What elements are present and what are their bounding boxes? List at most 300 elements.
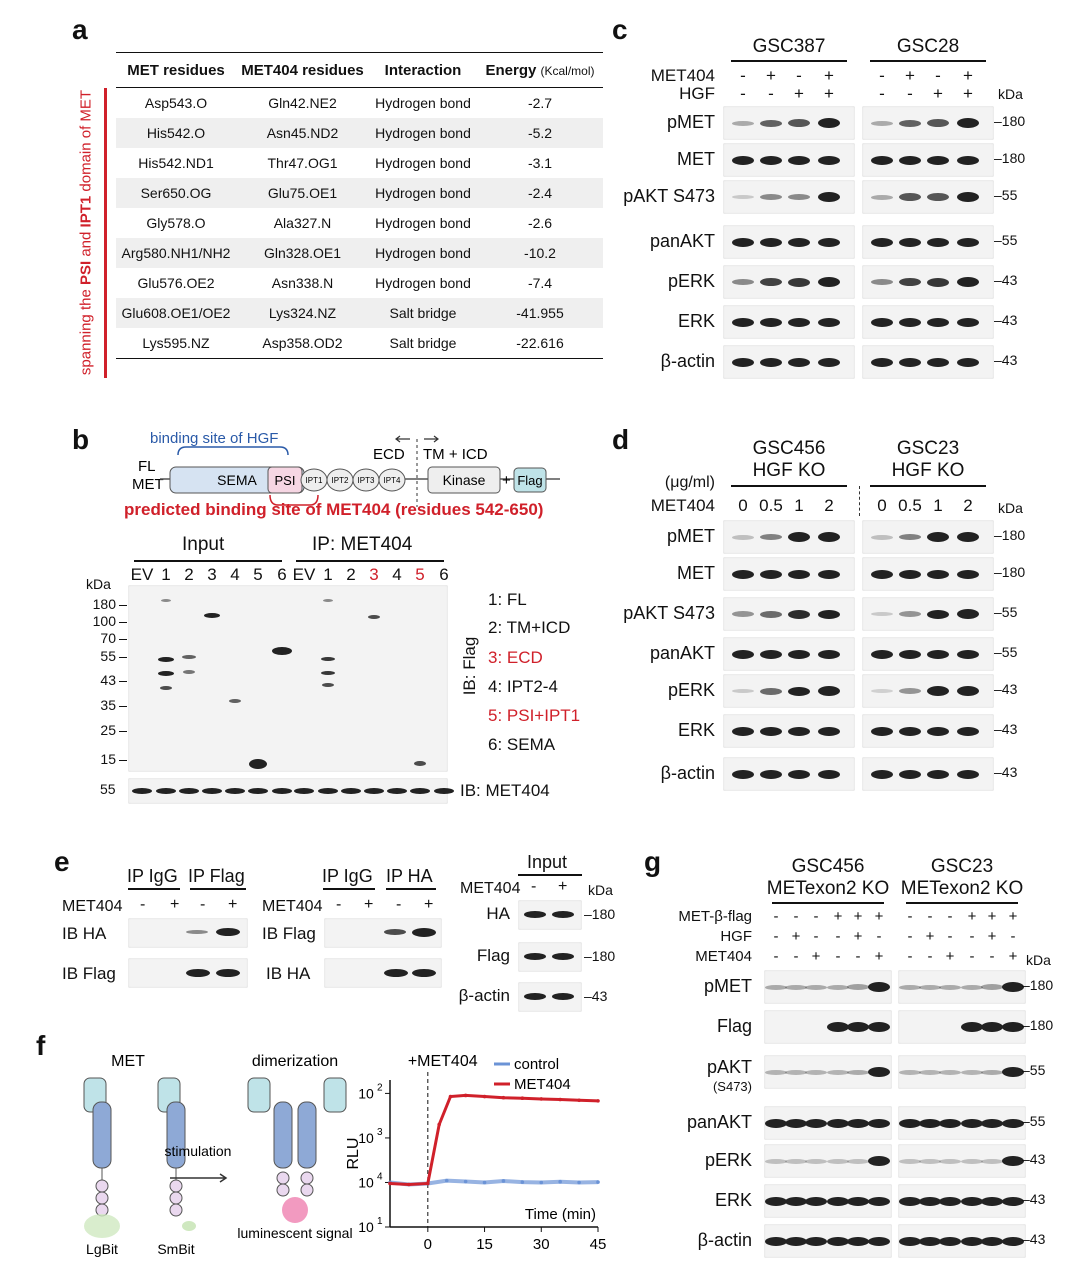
group-subtitle: HGF KO	[752, 460, 826, 481]
western-band	[321, 671, 335, 675]
blot-row-sublabel: (S473)	[712, 1079, 752, 1094]
western-band	[981, 1022, 1003, 1032]
western-band	[847, 1119, 869, 1128]
western-band	[818, 610, 840, 619]
blot-strip	[723, 143, 855, 177]
table-cell: Lys595.NZ	[142, 335, 210, 351]
western-band	[868, 1067, 890, 1077]
data-point	[388, 1182, 392, 1186]
panel-label-a: a	[72, 14, 88, 45]
western-band	[805, 1159, 827, 1164]
western-band	[732, 570, 754, 579]
data-point	[407, 1183, 411, 1187]
mw-marker	[994, 564, 1025, 580]
western-band	[1002, 1119, 1024, 1128]
treatment-sign: -	[768, 84, 774, 103]
ecd-label: ECD	[373, 446, 405, 463]
western-band	[785, 1197, 807, 1206]
table-cell: Hydrogen bond	[369, 118, 477, 148]
western-band	[957, 318, 979, 327]
table-cell: Asp543.O	[144, 95, 208, 111]
western-band	[899, 1159, 921, 1164]
mw-dash: –	[1022, 1017, 1030, 1033]
mw-dash: –	[1022, 1113, 1030, 1129]
col-interaction: Interaction	[369, 53, 477, 88]
treatment-sign: +	[794, 84, 804, 103]
blot-strip	[898, 1106, 1026, 1140]
western-band	[760, 534, 782, 540]
treatment-sign: +	[933, 84, 943, 103]
western-band	[384, 969, 408, 977]
svg-text:IPT1: IPT1	[305, 476, 323, 485]
blot-row-label: pMET	[703, 976, 752, 996]
western-band	[182, 655, 196, 659]
mw-tick	[119, 622, 127, 623]
mw-marker	[994, 527, 1025, 543]
mw-marker	[994, 352, 1017, 368]
western-band	[216, 969, 240, 977]
mw-marker: 180	[92, 596, 116, 612]
blot-row-label: β-actin	[458, 986, 510, 1005]
mw-tick	[119, 760, 127, 761]
data-point	[483, 1095, 487, 1099]
table-cell: Glu576.OE2	[137, 275, 215, 291]
table-row	[116, 208, 603, 238]
blot-strip	[518, 982, 582, 1012]
western-band	[899, 611, 921, 617]
western-band	[765, 1070, 787, 1075]
western-band	[805, 1237, 827, 1246]
table-cell: Gly578.O	[146, 215, 206, 231]
table-cell: His542.O	[116, 118, 236, 148]
western-band	[524, 993, 546, 1000]
western-band	[871, 570, 893, 579]
treatment-sign: -	[907, 908, 913, 925]
western-band	[927, 727, 949, 736]
mw-value: 55	[1001, 644, 1018, 660]
data-point	[437, 1123, 441, 1127]
treatment-sign: -	[740, 66, 746, 85]
legend-control: control	[514, 1056, 560, 1073]
western-band	[132, 788, 152, 794]
mw-marker	[1022, 1113, 1045, 1129]
table-cell: Hydrogen bond	[375, 155, 471, 171]
mw-marker	[1022, 1151, 1045, 1167]
western-band	[899, 238, 921, 247]
dose-value: 0.5	[898, 496, 922, 515]
western-band	[827, 1159, 849, 1164]
mw-marker	[994, 604, 1017, 620]
group-title: GSC456	[752, 438, 826, 459]
mw-marker	[994, 187, 1017, 203]
western-band	[818, 238, 840, 247]
western-band	[1002, 982, 1024, 992]
western-band	[919, 1119, 941, 1128]
treatment-sign: +	[824, 84, 834, 103]
western-band	[760, 318, 782, 327]
mw-value: 180	[591, 948, 616, 964]
data-point	[449, 1095, 453, 1099]
blot-strip	[862, 106, 994, 140]
western-band	[160, 686, 172, 690]
western-band	[412, 969, 436, 977]
treatment-sign: +	[987, 908, 997, 925]
western-band	[847, 1197, 869, 1206]
western-band	[805, 1119, 827, 1128]
blot-strip	[862, 714, 994, 748]
y-tick-exponent: 1	[377, 1216, 383, 1227]
mw-marker	[994, 644, 1017, 660]
western-band	[899, 688, 921, 694]
svg-text:PSI: PSI	[274, 473, 296, 488]
western-band	[785, 1237, 807, 1246]
data-point	[464, 1180, 468, 1184]
x-axis-label: Time (min)	[524, 1206, 596, 1223]
x-tick-label: 15	[476, 1236, 493, 1253]
table-cell: -5.2	[477, 118, 603, 148]
blot-strip	[862, 520, 994, 554]
western-band	[957, 156, 979, 165]
blot-strip	[764, 1106, 892, 1140]
western-band	[847, 1237, 869, 1246]
western-band	[384, 929, 406, 935]
western-band	[760, 194, 782, 200]
data-point	[577, 1099, 581, 1103]
treatment-label: MET-β-flag	[678, 908, 752, 925]
western-band	[871, 238, 893, 247]
western-band	[158, 671, 174, 676]
blot-row-label: pMET	[666, 112, 715, 132]
western-band	[827, 1022, 849, 1032]
mw-marker: –180	[584, 906, 616, 922]
hgf-bracket	[178, 447, 288, 455]
western-band	[186, 969, 210, 977]
treatment-sign: -	[969, 948, 975, 965]
western-band	[899, 985, 921, 990]
table-cell: Hydrogen bond	[369, 178, 477, 208]
blot-row-label: pERK	[704, 1150, 752, 1170]
data-point	[426, 1182, 430, 1186]
western-band	[899, 358, 921, 367]
western-band	[957, 570, 979, 579]
blot-strip	[764, 1010, 892, 1044]
table-cell: His542.ND1	[138, 155, 214, 171]
western-band	[939, 1119, 961, 1128]
mw-marker	[1022, 1191, 1045, 1207]
western-band	[760, 611, 782, 618]
western-band	[961, 1159, 983, 1164]
treatment-sign: -	[200, 896, 206, 913]
treatment-sign: -	[796, 66, 802, 85]
table-cell: -41.955	[477, 298, 603, 328]
western-band	[961, 1119, 983, 1128]
met404-blot	[128, 778, 448, 804]
treatment-sign: -	[907, 928, 913, 945]
western-band	[868, 1119, 890, 1128]
western-band	[760, 727, 782, 736]
treatment-sign: +	[905, 66, 915, 85]
luminescent-label: luminescent signal	[237, 1225, 353, 1241]
blot-strip	[862, 143, 994, 177]
western-band	[818, 570, 840, 579]
western-band	[818, 358, 840, 367]
blot-strip	[723, 637, 855, 671]
western-band	[524, 953, 546, 960]
y-tick-exponent: 2	[377, 1082, 383, 1094]
table-row	[116, 298, 603, 328]
treatment-sign: -	[927, 948, 933, 965]
treatment-sign: +	[824, 66, 834, 85]
western-band	[871, 689, 893, 693]
western-band	[871, 535, 893, 540]
group-subtitle: HGF KO	[891, 460, 965, 481]
mw-marker: 43	[100, 672, 116, 688]
western-band	[248, 788, 268, 794]
mw-value: 180	[1001, 113, 1026, 129]
flag-blot	[128, 585, 448, 772]
lane-label: 6	[439, 565, 449, 584]
western-band	[927, 686, 949, 696]
treatment-label: MET404	[262, 898, 323, 915]
svg-text:Kinase: Kinase	[442, 472, 486, 488]
lane-label: 2	[184, 565, 194, 584]
y-tick-label: 10	[358, 1219, 374, 1235]
blot-strip	[898, 1055, 1026, 1089]
blot-strip	[723, 305, 855, 339]
panel-label-f: f	[36, 1030, 46, 1061]
lgbit-icon	[84, 1214, 120, 1238]
kinase-bead-icon	[277, 1172, 289, 1184]
western-band	[788, 156, 810, 165]
western-band	[818, 532, 840, 542]
y-tick-label: 10	[358, 1129, 374, 1146]
dose-value: 2	[824, 496, 834, 515]
table-cell: Gln328.OE1	[236, 238, 369, 268]
mw-value: 180	[1001, 150, 1026, 166]
western-band	[760, 358, 782, 367]
mw-value: 43	[1001, 681, 1018, 697]
western-band	[410, 788, 430, 794]
western-band	[871, 358, 893, 367]
data-point	[483, 1181, 487, 1185]
table-cell: -10.2	[477, 238, 603, 268]
western-band	[847, 1022, 869, 1032]
blot-strip	[764, 1055, 892, 1089]
blot-strip	[898, 1224, 1026, 1258]
dose-value: 1	[794, 496, 804, 515]
data-point	[539, 1097, 543, 1101]
western-band	[957, 358, 979, 367]
western-band	[818, 686, 840, 696]
western-band	[981, 1070, 1003, 1075]
blot-strip	[862, 345, 994, 379]
western-band	[827, 1070, 849, 1075]
western-band	[1002, 1237, 1024, 1246]
western-band	[321, 657, 335, 661]
mw-marker	[994, 764, 1017, 780]
western-band	[818, 192, 840, 202]
western-band	[732, 195, 754, 199]
data-point	[502, 1179, 506, 1183]
panel-label-g: g	[644, 846, 662, 877]
western-band	[899, 193, 921, 201]
western-band	[294, 788, 314, 794]
western-band	[788, 727, 810, 736]
svg-text:IPT4: IPT4	[383, 476, 401, 485]
western-band	[927, 318, 949, 327]
blot-row-label: panAKT	[649, 231, 715, 251]
mw-value: 43	[1029, 1151, 1046, 1167]
table-row	[116, 88, 603, 119]
y-tick-label: 10	[358, 1085, 374, 1102]
treatment-sign: -	[531, 878, 537, 895]
table-row	[116, 148, 603, 178]
treatment-sign: -	[879, 84, 885, 103]
table-cell: -7.4	[527, 275, 553, 291]
treatment-sign: -	[947, 928, 953, 945]
treatment-sign: -	[773, 928, 779, 945]
dose-value: 0	[738, 496, 748, 515]
blot-strip	[862, 265, 994, 299]
western-band	[1002, 1197, 1024, 1206]
treatment-sign: -	[336, 896, 342, 913]
western-band	[732, 156, 754, 165]
western-band	[732, 650, 754, 659]
legend-item: 6: SEMA	[488, 735, 556, 754]
svg-text:IPT2: IPT2	[331, 476, 349, 485]
mw-value: 43	[1029, 1191, 1046, 1207]
western-band	[202, 788, 222, 794]
western-band	[827, 1237, 849, 1246]
blot-row-label: MET	[677, 149, 715, 169]
western-band	[788, 687, 810, 696]
mw-dash: –	[994, 764, 1002, 780]
data-point	[464, 1094, 468, 1098]
treatment-sign: -	[1010, 928, 1016, 945]
blot-strip	[862, 674, 994, 708]
western-band	[788, 238, 810, 247]
western-band	[760, 770, 782, 779]
rlu-chart	[340, 1052, 610, 1262]
western-band	[871, 121, 893, 126]
smbit-label: SmBit	[157, 1241, 195, 1257]
western-band	[899, 650, 921, 659]
blot-strip	[723, 520, 855, 554]
mw-marker: 100	[92, 613, 116, 629]
treatment-label: MET404	[460, 880, 521, 897]
western-band	[927, 358, 949, 367]
kinase-bead-icon	[96, 1180, 108, 1192]
western-band	[732, 279, 754, 285]
treatment-sign: +	[364, 896, 374, 913]
blot-row-label: β-actin	[660, 763, 715, 783]
data-point	[539, 1181, 543, 1185]
western-band	[957, 118, 979, 128]
western-band	[732, 770, 754, 779]
western-band	[957, 192, 979, 202]
western-band	[788, 570, 810, 579]
western-band	[186, 930, 208, 934]
treatment-sign: -	[969, 928, 975, 945]
lane-label: 5	[253, 565, 263, 584]
blot-strip	[862, 305, 994, 339]
mw-dash: –	[994, 604, 1002, 620]
kinase-bead-icon	[170, 1192, 182, 1204]
western-band	[927, 532, 949, 542]
western-band	[785, 985, 807, 990]
blot-strip	[128, 918, 248, 948]
blot-strip	[862, 757, 994, 791]
data-point	[502, 1096, 506, 1100]
western-band	[788, 532, 810, 542]
treatment-sign: +	[791, 928, 801, 945]
western-band	[272, 647, 292, 655]
group-title: GSC23	[896, 438, 960, 459]
blot-row-label: ERK	[714, 1190, 752, 1210]
western-band	[760, 238, 782, 247]
mw-dash: –	[994, 721, 1002, 737]
western-band	[871, 612, 893, 616]
western-band	[732, 535, 754, 540]
western-band	[927, 770, 949, 779]
panel-label-e: e	[54, 846, 70, 877]
blot-strip	[723, 106, 855, 140]
treatment-sign: +	[874, 948, 884, 965]
lane-label: 4	[230, 565, 240, 584]
mw-value: 43	[1001, 272, 1018, 288]
dose-value: 0	[877, 496, 887, 515]
western-band	[732, 611, 754, 617]
western-band	[760, 570, 782, 579]
table-row	[116, 268, 603, 298]
western-band	[322, 683, 334, 687]
kda-label: kDa	[86, 576, 111, 592]
ip-ha-header: IP HA	[386, 866, 433, 886]
western-band	[919, 1159, 941, 1164]
treatment-sign: +	[558, 878, 568, 895]
mw-tick	[119, 605, 127, 606]
table-cell: Asp358.OD2	[262, 335, 343, 351]
blot-strip	[898, 1010, 1026, 1044]
western-band	[788, 358, 810, 367]
table-cell: Arg580.NH1/NH2	[116, 238, 236, 268]
western-band	[871, 195, 893, 200]
western-band	[868, 1197, 890, 1206]
blot-strip	[723, 265, 855, 299]
dose-value: 1	[933, 496, 943, 515]
dose-value: 2	[963, 496, 973, 515]
input-header: Input	[527, 852, 568, 872]
western-band	[981, 1237, 1003, 1246]
ib-met404-label: IB: MET404	[460, 781, 550, 800]
western-band	[919, 985, 941, 990]
western-band	[387, 788, 407, 794]
western-band	[414, 761, 426, 766]
kda-label: kDa	[1026, 952, 1051, 968]
lane-label: 3	[207, 565, 217, 584]
blot-strip	[723, 597, 855, 631]
table-cell: Glu75.OE1	[236, 178, 369, 208]
blot-row-label: ERK	[677, 311, 715, 331]
ib-flag-label: IB Flag	[62, 964, 116, 983]
mw-value: 180	[591, 906, 616, 922]
western-band	[760, 688, 782, 695]
western-band	[249, 759, 267, 769]
mw-marker	[994, 150, 1025, 166]
mw-marker: –180	[584, 948, 616, 964]
data-point	[596, 1180, 600, 1184]
table-cell: Hydrogen bond	[369, 238, 477, 268]
